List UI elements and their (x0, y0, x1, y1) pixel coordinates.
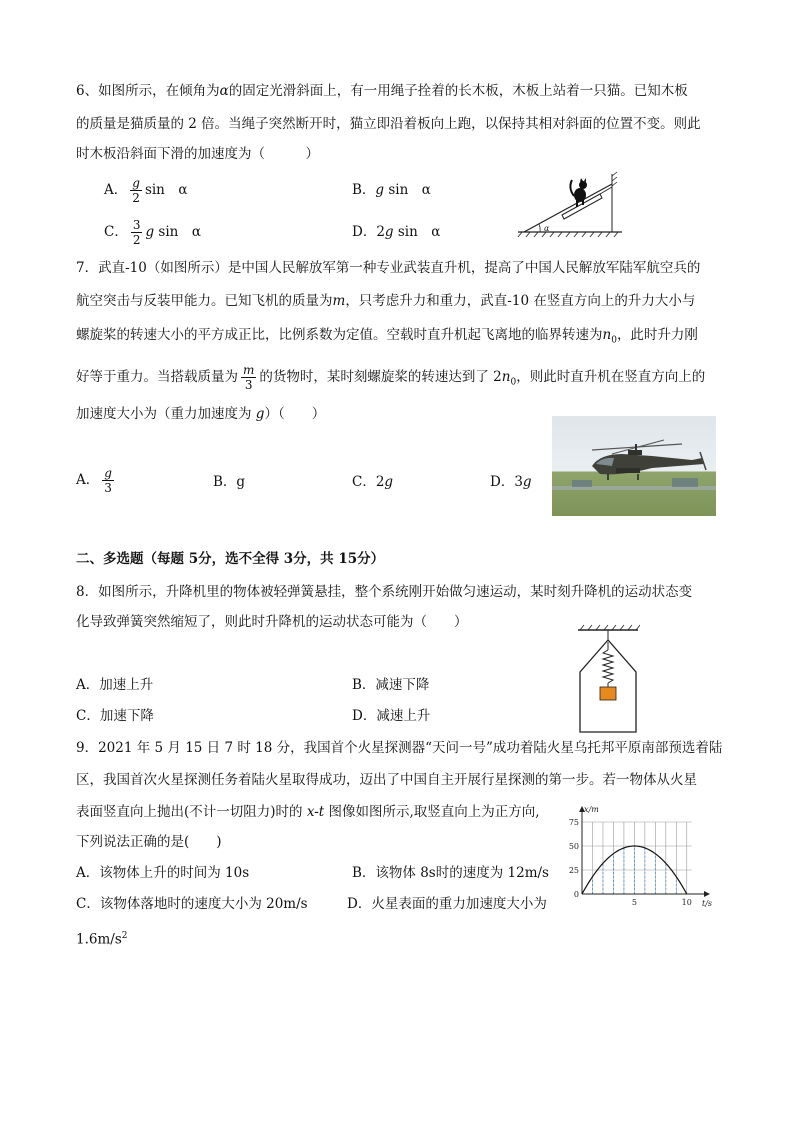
y-tick-label-25: 25 (568, 866, 579, 875)
q9-option-d[interactable]: D．火星表面的重力加速度大小为 (347, 896, 547, 912)
wall-hatch (612, 172, 617, 186)
chart-ticks (569, 805, 712, 908)
ground-hatch (518, 232, 618, 237)
chart-axes (579, 806, 710, 897)
incline-surface (524, 184, 612, 232)
q8-line-2: 化导致弹簧突然缩短了，则此时升降机的运动状态可能为（ ） (76, 614, 468, 630)
q6-line-1: 6、如图所示，在倾角为α的固定光滑斜面上，有一用绳子拴着的长木板，木板上站着一只猫。已知木板 (76, 83, 688, 99)
x-t-graph (560, 802, 720, 912)
q8-option-b[interactable]: B．减速下降 (352, 677, 430, 693)
angle-alpha-label: α (544, 224, 550, 233)
q7-option-d[interactable]: D．3g (490, 474, 532, 490)
q9-line-4: 下列说法正确的是( ) (76, 834, 222, 850)
chart-grid (582, 822, 692, 894)
q6-line-2: 的质量是猫质量的 2 倍。当绳子突然断开时，猫立即沿着板向上跑，以保持其相对斜面的位置不变。则此 (76, 116, 701, 132)
q6-line-3: 时木板沿斜面下滑的加速度为（ ） (76, 146, 319, 162)
helicopter-photo (552, 416, 716, 516)
helicopter-icon (552, 416, 716, 516)
x-tick-label-10: 10 (681, 898, 692, 907)
q7-option-c[interactable]: C．2g (352, 474, 394, 490)
y-tick-label-75: 75 (568, 818, 579, 827)
q8-line-1: 8．如图所示，升降机里的物体被轻弹簧悬挂，整个系统刚开始做匀速运动，某时刻升降机的运动状态变 (76, 584, 693, 600)
q7-line-3: 螺旋桨的转速大小的平方成正比，比例系数为定值。空载时直升机起飞离地的临界转速为$n_0$，此时升力刚 (76, 327, 698, 346)
q7-option-b[interactable]: B．g (213, 474, 246, 490)
q8-option-d[interactable]: D．减速上升 (352, 708, 431, 724)
elevator-spring-figure (576, 624, 640, 734)
x-axis-arrow (704, 891, 710, 897)
q8-option-a[interactable]: A．加速上升 (76, 677, 154, 693)
q6-option-d[interactable]: D．2g sin α (352, 224, 441, 240)
q7-line-5: 加速度大小为（重力加速度为 g）（ ） (76, 406, 326, 422)
x-axis-label: t/s (702, 899, 713, 908)
q7-line-4: 好等于重力。当搭载质量为 $\frac{m}{3}$ 的货物时，某时刻螺旋桨的转速达到了 $2n_0$，则此时直升机在竖直方向上的 (76, 363, 706, 392)
q9-line-3: 表面竖直向上抛出(不计一切阻力)时的 x-t 图像如图所示,取竖直向上为正方向, (76, 804, 540, 820)
x-tick-label-5: 5 (631, 898, 637, 907)
rope (600, 187, 612, 194)
q9-option-c[interactable]: C．该物体落地时的速度大小为 20m/s (76, 896, 308, 912)
q7-line-2: 航空突击与反装甲能力。已知飞机的质量为m，只考虑升力和重力，武直-10 在竖直方向上的升力大小与 (76, 293, 696, 309)
q7-line-1: 7．武直-10（如图所示）是中国人民解放军第一种专业武装直升机，提高了中国人民解放军陆军航空兵的 (76, 260, 701, 276)
q9-line-1: 9．2021 年 5 月 15 日 7 时 18 分，我国首个火星探测器“天问一号”成功着陆火星乌托邦平原南部预选着陆 (76, 740, 723, 756)
q6-option-a[interactable]: A． $\frac{g}{2}$ sin α (104, 176, 188, 205)
q7-option-a[interactable]: A． $\frac{g}{3}$ (76, 466, 112, 495)
q9-option-b[interactable]: B．该物体 8s时的速度为 12m/s (352, 865, 549, 881)
q8-option-c[interactable]: C．加速下降 (76, 708, 154, 724)
y-tick-label-0: 0 (573, 890, 579, 899)
section-2-heading: 二、多选题（每题 5分，选不全得 3分，共 15分） (76, 551, 385, 567)
q9-option-a[interactable]: A．该物体上升的时间为 10s (76, 865, 250, 881)
q6-option-c[interactable]: C． $\frac{3}{2}$ g sin α (104, 218, 201, 247)
spring (603, 650, 613, 683)
q6-option-b[interactable]: B．g sin α (352, 182, 431, 198)
hanging-block (600, 687, 616, 700)
q9-line-2: 区，我国首次火星探测任务着陆火星取得成功，迈出了中国自主开展行星探测的第一步。若一物体从火星 (76, 772, 697, 788)
q9-option-d-continued: $1.6m/s^2$ (76, 931, 128, 948)
y-axis-label: x/m (584, 805, 599, 814)
y-tick-label-50: 50 (568, 842, 579, 851)
incline-cat-figure (514, 170, 626, 240)
